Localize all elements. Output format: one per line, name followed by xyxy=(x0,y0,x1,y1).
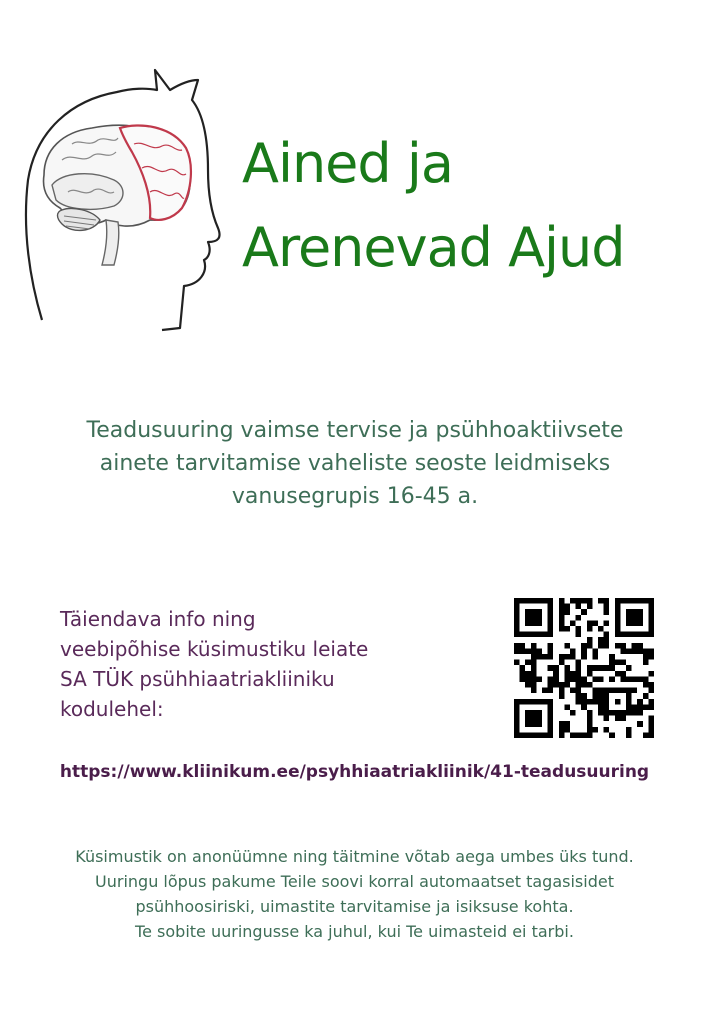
footer-line-1: Küsimustik on anonüümne ning täitmine võtab aega umbes üks tund. xyxy=(75,847,634,866)
title-line-1: Ained ja xyxy=(242,132,453,195)
info-line-1: Täiendava info ning xyxy=(60,607,256,631)
subtitle-line-3: vanusegrupis 16-45 a. xyxy=(231,484,479,509)
subtitle-line-1: Teadusuuring vaimse tervise ja psühhoaktiivsete xyxy=(86,418,624,443)
subtitle-line-2: ainete tarvitamise vaheliste seoste leidmiseks xyxy=(99,451,611,476)
qr-code[interactable] xyxy=(514,598,654,738)
title-line-2: Arenevad Ajud xyxy=(242,216,625,279)
study-description xyxy=(30,414,680,513)
info-line-3: SA TÜK psühhiaatriakliiniku xyxy=(60,667,335,691)
page-title xyxy=(242,122,702,290)
footer-line-3: psühhoosiriski, uimastite tarvitamise ja isiksuse kohta. xyxy=(135,897,574,916)
website-link[interactable]: https://www.kliinikum.ee/psyhhiaatriakliinik/41-teadusuuring xyxy=(59,762,650,782)
head-brain-illustration xyxy=(22,60,237,335)
footer-line-2: Uuringu lõpus pakume Teile soovi korral automaatset tagasisidet xyxy=(95,872,614,891)
info-line-4: kodulehel: xyxy=(60,697,164,721)
footer-text xyxy=(20,844,689,944)
info-line-2: veebipõhise küsimustiku leiate xyxy=(60,637,369,661)
footer-line-4: Te sobite uuringusse ka juhul, kui Te uimasteid ei tarbi. xyxy=(135,922,574,941)
info-text xyxy=(60,604,460,724)
